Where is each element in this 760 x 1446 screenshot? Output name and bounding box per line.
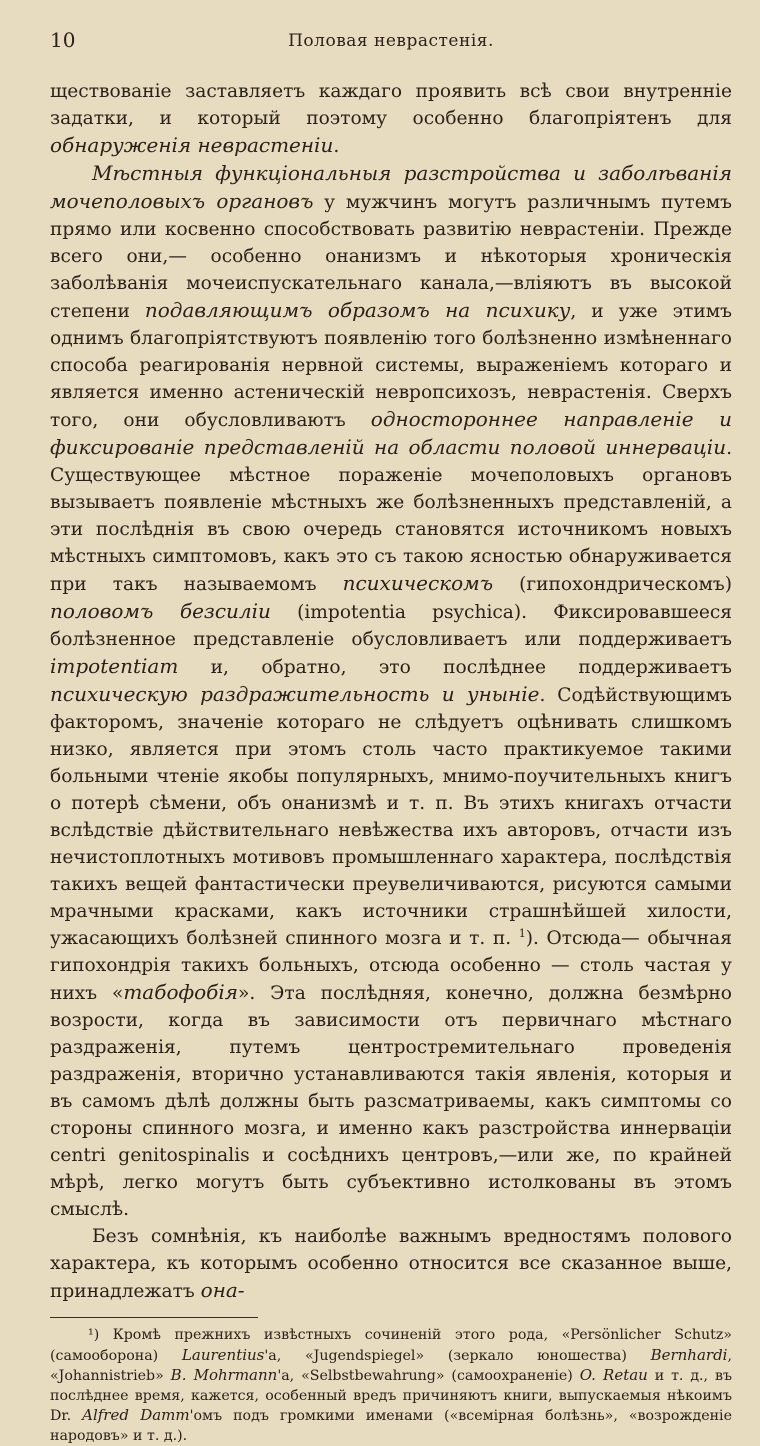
emphasis: половомъ безсиліи <box>50 599 271 623</box>
emphasis: табофобія <box>123 980 239 1004</box>
paragraph-3: Безъ сомнѣнія, къ наиболѣе важнымъ вредностямъ полового характера, къ которымъ особенно относится все сказанное выше, принадлежатъ она- <box>50 1226 732 1302</box>
emphasis: психическую раздражительность и уныніе <box>50 682 540 706</box>
author-name: B. Mohrmann <box>170 1366 278 1384</box>
footnote-reference: 1 <box>518 926 526 940</box>
emphasis: психическомъ <box>342 571 494 595</box>
paragraph-2: Мѣстныя функціональныя разстройства и заболѣванія мочеполовыхъ органовъ у мужчинъ могутъ различнымъ путемъ прямо или косвенно способствовать развитію неврастеніи. Прежде всего они,— особенно онанизмъ и нѣкоторыя хроническія заболѣванія мочеиспускательнаго канала,—вліяютъ въ высокой степени подавляющимъ образомъ на психику, и уже этимъ однимъ благопріятствуютъ появленію того болѣзненно измѣненнаго способа реагированія нервной системы, выраженіемъ котораго и является именно астеническій невропсихозъ, неврастенія. Сверхъ того, они обусловливаютъ одностороннее направленіе и фиксированіе представленій на области половой иннерваціи. Существующее мѣстное пораженіе мочеполовыхъ органовъ вызываетъ появленіе мѣстныхъ же болѣзненныхъ представленій, а эти послѣднія въ свою очередь становятся источникомъ новыхъ мѣстныхъ симптомовъ, какъ это съ такою ясностью обнаруживается при такъ называемомъ психическомъ (гипохондрическомъ) половомъ безсиліи (impotentia psychica). Фиксировавшееся болѣзненное представленіе обусловливаетъ или поддерживаетъ impotentiam и, обратно, это послѣднее поддерживаетъ психическую раздражительность и уныніе. Содѣйствующимъ факторомъ, значеніе котораго не слѣдуетъ оцѣнивать слишкомъ низко, является при этомъ столь часто практикуемое такими больными чтеніе якобы популярныхъ, мнимо-поучительныхъ книгъ о потерѣ сѣмени, объ онанизмѣ и т. п. Въ этихъ книгахъ отчасти вслѣдствіе дѣйствительнаго невѣжества ихъ авторовъ, отчасти изъ нечистоплотныхъ мотивовъ промышленнаго характера, послѣдствія такихъ вещей фантастически преувеличиваются, рисуются самыми мрачными красками, какъ источники страшнѣйшей хилости, ужасающихъ болѣзней спинного мозга и т. п. $^1$). Отсюда— обычная гипохондрія такихъ больныхъ, отсюда особенно — столь частая у нихъ «табофобія». Эта послѣдняя, конечно, должна безмѣрно возрости, когда въ зависимости отъ первичнаго мѣстнаго раздраженія, путемъ центростремительнаго проведенія раздраженія, вторично устанавливаются такія явленія, которыя и въ самомъ дѣлѣ должны быть разсматриваемы, какъ симптомы со стороны спинного мозга, и именно какъ разстройства иннерваціи centri genitospinalis и сосѣднихъ центровъ,—или же, по крайней мѣрѣ, легко могутъ быть субъективно истолкованы въ этомъ смыслѣ. <box>50 161 733 1220</box>
emphasis: обнаруженія неврастеніи <box>50 133 334 157</box>
page-number: 10 <box>50 28 76 52</box>
body-text <box>50 78 732 1305</box>
footnote: ¹) Кромѣ прежнихъ извѣстныхъ сочиненій этого рода, «Persönlicher Schutz» (самооборона) Laurentius'а, «Jugendspiegel» (зеркало юношества) Bernhardi, «Johannistrieb» B. Mohrmann'а, «Selbstbewahrung» (самоохраненіе) O. Retau и т. д., въ послѣднее время, кажется, особенный вредъ причиняютъ книги, выпускаемыя нѣкоимъ Dr. Alfred Damm'омъ подъ громкими именами («всемірная болѣзнь», «возрожденіе народовъ» и т. д.). <box>50 1327 732 1444</box>
emphasis: одностороннее направленіе и фиксированіе представленій на области половой иннерваціи <box>50 407 733 459</box>
paragraph-1: ществованіе заставляетъ каждаго проявить всѣ свои внутренніе задатки, и который поэтому особенно благопріятенъ для обнаруженія неврастеніи. <box>50 81 732 157</box>
emphasis: Мѣстныя функціональныя разстройства и заболѣванія мочеполовыхъ органовъ <box>50 161 732 213</box>
author-name: Alfred Damm <box>82 1406 190 1424</box>
page-header <box>50 28 732 56</box>
author-name: Bernhardi <box>650 1345 728 1364</box>
running-title: Половая неврастенія. <box>288 31 494 51</box>
emphasis: подавляющимъ образомъ на психику <box>144 298 571 322</box>
emphasis: она- <box>200 1278 245 1302</box>
author-name: O. Retau <box>579 1366 648 1384</box>
emphasis: impotentiam <box>50 654 179 678</box>
footnote-mark: ¹ <box>88 1327 94 1343</box>
author-name: Laurentius <box>181 1345 265 1364</box>
footnote-divider <box>50 1317 258 1318</box>
